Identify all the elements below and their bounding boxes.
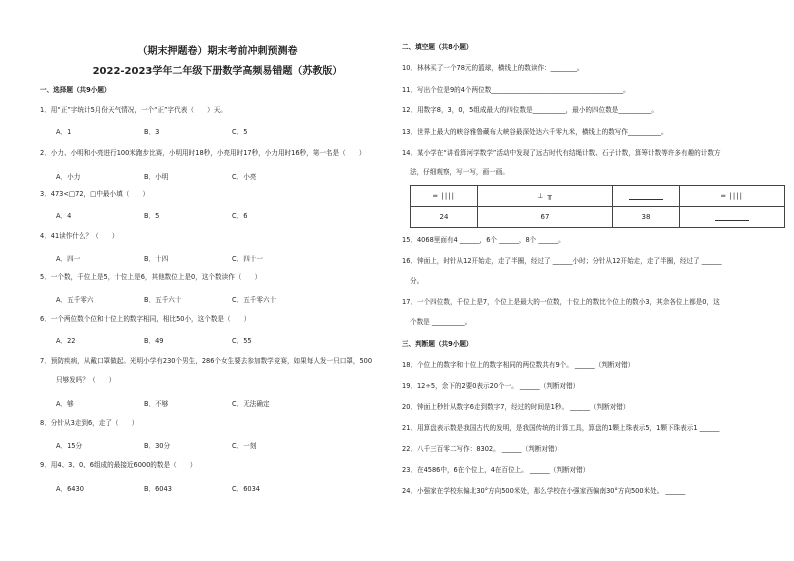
- question-14-line-2: 法，仔细观察，写一写，画一画。: [410, 168, 509, 176]
- option-a: A．够: [56, 400, 74, 408]
- table-cell: 24: [411, 207, 478, 228]
- question-24: 24．小强家在学校东偏北30°方向500米处，那么学校在小强家西偏南30°方向500米处。 ______: [402, 487, 686, 495]
- option-a: A．小力: [56, 173, 81, 181]
- option-a: A．1: [56, 128, 72, 136]
- question-15: 15．4068里面有4 ______，6个 ______，8个 ______。: [402, 236, 565, 244]
- option-b: B．49: [144, 337, 164, 345]
- table-cell: ═ ||||: [411, 186, 478, 207]
- option-a: A．22: [56, 337, 76, 345]
- option-a: A．15分: [56, 442, 83, 450]
- section-fill-title: 二、填空题（共8小题）: [402, 43, 473, 51]
- option-b: B．5: [144, 212, 160, 220]
- section-judge-title: 三、判断题（共9小题）: [402, 340, 473, 348]
- table-cell: 38: [613, 207, 680, 228]
- question-3: 3．473<□72，□中最小填（ ）: [40, 190, 150, 198]
- table-cell: ═ ||||: [680, 186, 785, 207]
- option-a: A．4: [56, 212, 72, 220]
- question-17-line-1: 17．一个四位数，千位上是7，个位上是最大的一位数，十位上的数比个位上的数小3，其余各位上都是0，这: [402, 298, 720, 306]
- option-c: C．6034: [232, 485, 260, 493]
- table-cell: ⊥ ╥: [478, 186, 613, 207]
- table-cell[interactable]: [613, 186, 680, 207]
- question-22: 22．八千三百零二写作：8302。 ______（判断对错）: [402, 445, 562, 453]
- question-16-line-2: 分。: [410, 277, 424, 285]
- table-cell: 67: [478, 207, 613, 228]
- option-c: C．一刻: [232, 442, 257, 450]
- answer-blank[interactable]: [629, 191, 663, 200]
- option-a: A．四一: [56, 255, 81, 263]
- question-19: 19．12÷5，余下的2要0表示20个一。 ______（判断对错）: [402, 382, 580, 390]
- question-10: 10．林林买了一个78元的篮球，横线上的数读作：________。: [402, 64, 584, 72]
- option-c: C．5: [232, 128, 248, 136]
- exam-subtitle: 2022-2023学年二年级下册数学高频易错题（苏教版）: [92, 66, 343, 77]
- option-b: B．不够: [144, 400, 169, 408]
- question-18: 18．个位上的数字和十位上的数字相同的两位数共有9个。 ______（判断对错）: [402, 361, 635, 369]
- question-7-line-1: 7．预防疾病，从戴口罩做起。光明小学有230个男生，286个女生要去参加数学竞赛，如果每人发一只口罩，500: [40, 357, 373, 365]
- option-c: C．无法确定: [232, 400, 270, 408]
- question-14-line-1: 14．某小学在“讲看算河学数学”活动中发现了远古时代有结绳计数、石子计数，算筹计数等许多有趣的计数方: [402, 149, 721, 157]
- option-b: B．小明: [144, 173, 169, 181]
- option-b: B．3: [144, 128, 160, 136]
- question-16-line-1: 16．钟面上，时针从12开始走，走了半圈，经过了 ______小时；分针从12开始走，走了半圈，经过了 ______: [402, 257, 722, 265]
- option-b: B．30分: [144, 442, 171, 450]
- option-c: C．小亮: [232, 173, 257, 181]
- question-5: 5．一个数，千位上是5，十位上是6，其他数位上是0，这个数读作（ ）: [40, 273, 262, 281]
- question-1: 1．用“正”字统计5月份天气情况，一个“正”字代表（ ）天。: [40, 106, 227, 114]
- question-7-line-2: 只够发吗？（ ）: [56, 376, 116, 384]
- option-a: A．五千零六: [56, 296, 94, 304]
- question-17-line-2: 个数是 __________。: [410, 318, 472, 326]
- question-12: 12．用数字8，3，0，5组成最大的四位数是__________，最小的四位数是__________。: [402, 106, 658, 114]
- question-4: 4．41读作什么？（ ）: [40, 232, 119, 240]
- question-2: 2．小力、小明和小亮进行100米跑步比赛，小明用时18秒，小亮用时17秒，小力用时16秒，第一名是（ ）: [40, 149, 366, 157]
- question-8: 8．分针从3走到6，走了（ ）: [40, 419, 139, 427]
- option-b: B．五千六十: [144, 296, 182, 304]
- question-6: 6．一个两位数个位和十位上的数字相同，相比50小，这个数是（ ）: [40, 315, 251, 323]
- option-c: C．五千零六十: [232, 296, 277, 304]
- question-21: 21．用算盘表示数是我国古代的发明，是我国传统的计算工具，算盘的1颗上珠表示5，1颗下珠表示1 ______: [402, 424, 720, 432]
- question-23: 23．在4586中，6在个位上，4在百位上。 ______（判断对错）: [402, 466, 590, 474]
- answer-blank[interactable]: [715, 212, 749, 221]
- question-11: 11．写出个位是9的4个两位数________________________________________。: [402, 86, 630, 94]
- option-c: C．四十一: [232, 255, 263, 263]
- question-13: 13．世界上最大的峡谷雅鲁藏布大峡谷最深处达六千零九米，横线上的数写作__________。: [402, 128, 668, 136]
- question-9: 9．用4、3、0、6组成的最接近6000的数是（ ）: [40, 461, 197, 469]
- exam-title: （期末押题卷）期末考前冲刺预测卷: [137, 46, 298, 57]
- option-a: A．6430: [56, 485, 84, 493]
- table-row: [411, 186, 785, 207]
- table-cell[interactable]: [680, 207, 785, 228]
- question-20: 20．钟面上秒针从数字6走到数字7，经过的时间是1秒。 ______（判断对错）: [402, 403, 630, 411]
- table-row: [411, 207, 785, 228]
- section-choice-title: 一、选择题（共9小题）: [40, 86, 111, 94]
- option-c: C．6: [232, 212, 248, 220]
- option-b: B．十四: [144, 255, 169, 263]
- option-c: C．55: [232, 337, 252, 345]
- option-b: B．6043: [144, 485, 172, 493]
- counting-table: [410, 185, 785, 228]
